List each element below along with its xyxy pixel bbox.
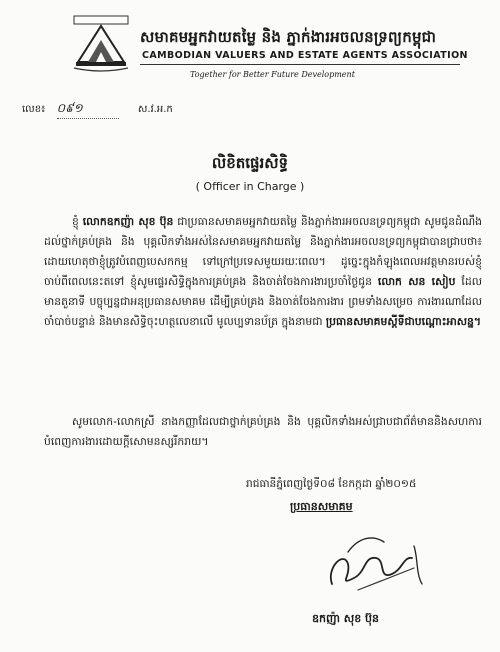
reference-line [22,100,173,119]
document-subtitle: ( Officer in Charge ) [195,180,305,193]
signer-position: ប្រធានសមាគម [290,500,353,513]
president-name: លោកឧកញ៉ា សុខ ប៊ុន [82,215,174,228]
org-tagline: Together for Better Future Development [190,70,355,79]
document-title: លិខិតផ្ទេរសិទ្ធិ [211,154,289,172]
letterhead-divider [140,64,460,65]
body-paragraph-1 [44,212,482,332]
org-name-khmer: សមាគមអ្នកវាយតម្លៃ និង ភ្នាក់ងារអចលនទ្រព្យកម្ពុជា [140,28,437,46]
body-paragraph-2 [44,412,482,452]
date-line: រាជធានីភ្នំពេញថ្ងៃទី០៨ ខែកក្កដា ឆ្នាំ២០១៥ [246,478,417,490]
signer-name: ឧកញ៉ា សុខ ប៊ុន [312,612,380,625]
reference-label: លេខ៖ [22,104,46,115]
intro-text: ខ្ញុំ [72,215,83,228]
delegate-name: លោក សន សៀប [377,275,456,288]
reference-code: ស.វ.អ.ក [137,104,173,115]
paragraph-text-continued: ដែលមានតួនាទី បច្ចុប្បន្នជាអនុប្រធានសមាគម ដើម្បីគ្រប់គ្រង និងចាត់ចែងការងារ ព្រមទាំងសម្រេច ការងារណាដែលចាំបាច់បន្ទាន់ និងមានសិទ្ធិចុះហត្ថលេខាលើ មូលប្បទានប័ត្រ ក្នុងនាមជា [44,275,482,328]
handwritten-signature [318,528,438,606]
acting-role: ប្រធានសមាគមស្តីទីជាបណ្តោះអាសន្ន។ [325,315,481,328]
association-emblem-icon [70,14,132,72]
closing-paragraph: សូមលោក-លោកស្រី នាងកញ្ញាដែលជាថ្នាក់គ្រប់គ្រង និង បុគ្គលិកទាំងអស់ជ្រាបជាព័ត៌មាននិងសហការបំពេញការងារដោយក្តីសោមនស្សរីករាយ។ [44,415,482,448]
org-name-english: CAMBODIAN VALUERS AND ESTATE AGENTS ASSOCIATION [142,50,468,61]
paragraph-text: ជាប្រធានសមាគមអ្នកវាយតម្លៃ និងភ្នាក់ងារអចលនទ្រព្យកម្ពុជា សូមជូនដំណឹងដល់ថ្នាក់គ្រប់គ្រង និង បុគ្គលិកទាំងអស់នៃសមាគមអ្នកវាយតម្លៃ និងភ្នាក់ងារអចលនទ្រព្យកម្ពុជាបានជ្រាបថា៖ ដោយហេតុថាខ្ញុំត្រូវបំពេញបេសកកម្ម ទៅក្រៅប្រទេសមួយរយៈពេល។ ដូច្នេះក្នុងកំឡុងពេលអវត្តមានរបស់ខ្ញុំចាប់ពីពេលនេះតទៅ ខ្ញុំសូមផ្ទេរសិទ្ធិក្នុងការគ្រប់គ្រង និងចាត់ចែងការងារប្រចាំថ្ងៃជូន [44,215,482,288]
reference-number: ០៩១ [57,100,119,119]
